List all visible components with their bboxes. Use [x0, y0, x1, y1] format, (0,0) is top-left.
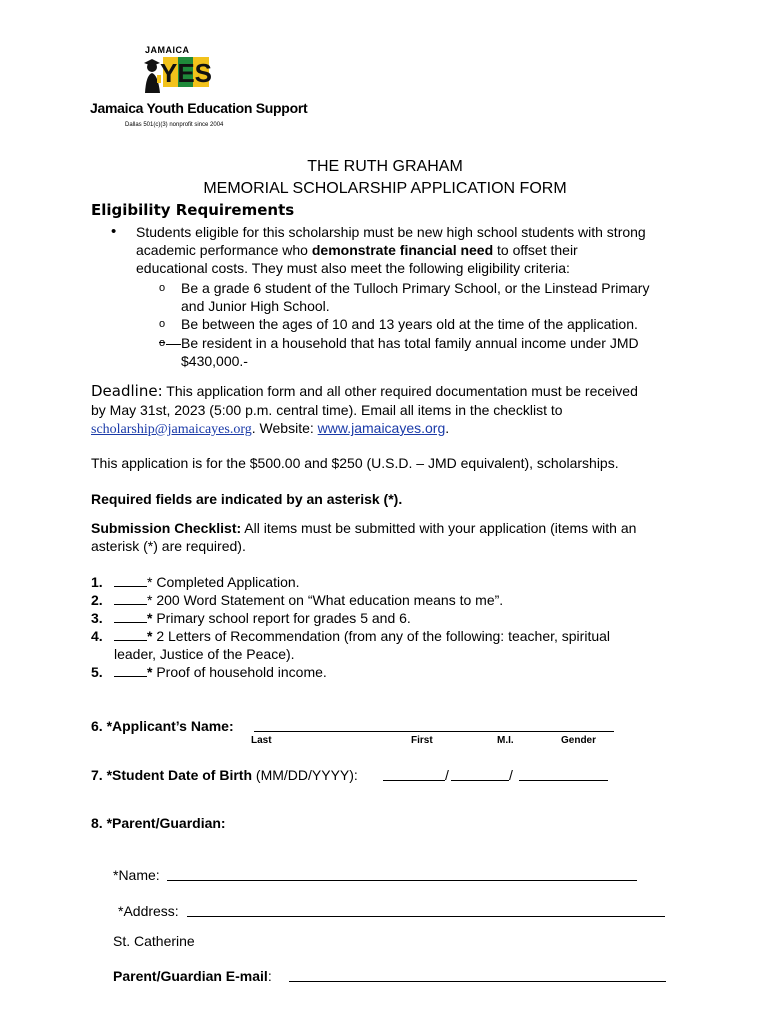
criteria-3b: $430,000.- [181, 353, 248, 369]
dob-slash: / [445, 767, 449, 783]
criteria-3a: Be resident in a household that has total family annual income under JMD [181, 335, 639, 351]
asterisk: * [147, 592, 153, 608]
bullet-icon: • [111, 223, 117, 240]
eligibility-intro-2 [136, 242, 578, 258]
deadline-line-2: by May 31st, 2023 (5:00 p.m. central time). Email all items in the checklist to [91, 402, 563, 418]
deadline-end: . [445, 420, 450, 436]
checklist-item [91, 664, 327, 680]
financial-need-emphasis: demonstrate financial need [311, 242, 494, 258]
item-text: 2 Letters of Recommendation (from any of the following: teacher, spiritual [152, 628, 611, 644]
item-text: Completed Application. [152, 574, 300, 590]
deadline-line-1 [91, 382, 638, 400]
dash-mark [166, 344, 181, 345]
parent-email-field[interactable] [289, 968, 666, 982]
logo-subline: Dallas 501(c)(3) nonprofit since 2004 [125, 122, 224, 128]
asterisk: * [147, 610, 153, 626]
title-line-1: THE RUTH GRAHAM [307, 158, 463, 175]
asterisk: * [147, 664, 153, 680]
dob-label-bold: 7. *Student Date of Birth [91, 767, 253, 783]
item-number: 3. [91, 610, 103, 626]
item-text: Primary school report for grades 5 and 6. [152, 610, 411, 626]
dob-slash: / [509, 767, 513, 783]
website-label: . Website: [251, 420, 318, 436]
sub-bullet-icon: o [159, 337, 166, 349]
item-number: 4. [91, 628, 103, 644]
title-line-2: MEMORIAL SCHOLARSHIP APPLICATION FORM [203, 180, 567, 197]
sub-label-last: Last [251, 735, 272, 746]
application-note: This application is for the $500.00 and $250 (U.S.D. – JMD equivalent), scholarships. [91, 455, 619, 471]
item-number: 2. [91, 592, 103, 608]
parent-email-label [113, 968, 272, 984]
sub-bullet-icon: o [159, 282, 166, 294]
parent-address-value: St. Catherine [113, 933, 195, 949]
yes-letters-icon [159, 57, 213, 88]
logo-top-text: JAMAICA [145, 45, 190, 55]
checklist-intro-2: asterisk (*) are required). [91, 538, 246, 554]
criteria-2: Be between the ages of 10 and 13 years old at the time of the application. [181, 316, 638, 332]
checklist-item-continued: leader, Justice of the Peace). [114, 646, 295, 662]
item-text: Proof of household income. [152, 664, 327, 680]
checklist-item [91, 610, 411, 626]
website-link[interactable]: www.jamaicayes.org [317, 420, 446, 436]
dob-month-field[interactable] [383, 767, 445, 781]
sub-label-mi: M.I. [497, 735, 514, 746]
eligibility-intro-3: educational costs. They must also meet the following eligibility criteria: [136, 260, 570, 276]
logo-brand [159, 57, 213, 88]
scholarship-email-link[interactable]: scholarship@jamaicayes.org [91, 422, 252, 437]
checklist-intro-text: All items must be submitted with your application (items with an [241, 520, 637, 536]
check-blank[interactable] [114, 628, 147, 641]
logo-org-name: Jamaica Youth Education Support [90, 100, 308, 116]
logo-brand-text: YES [159, 58, 213, 88]
check-blank[interactable] [114, 664, 147, 677]
parent-address-field[interactable] [187, 903, 665, 917]
checklist-intro-1 [91, 520, 636, 536]
criteria-1b: and Junior High School. [181, 298, 330, 314]
criteria-1a: Be a grade 6 student of the Tulloch Primary School, or the Linstead Primary [181, 280, 650, 296]
checklist-item [91, 628, 610, 644]
applicant-name-label: 6. *Applicant’s Name: [91, 718, 234, 734]
sub-bullet-icon: o [159, 318, 166, 330]
logo [90, 45, 308, 140]
deadline-line-3 [91, 420, 449, 438]
deadline-text-1: This application form and all other required documentation must be received [162, 383, 638, 399]
parent-name-field[interactable] [167, 867, 637, 881]
applicant-name-field[interactable] [254, 718, 614, 732]
checklist-item [91, 592, 503, 608]
parent-address-label: *Address: [118, 903, 179, 919]
dob-label-format: (MM/DD/YYYY): [252, 767, 358, 783]
colon: : [267, 968, 272, 984]
parent-email-label-text: Parent/Guardian E-mail [113, 968, 268, 984]
eligibility-heading: Eligibility Requirements [91, 201, 295, 219]
eligibility-intro-1: Students eligible for this scholarship must be new high school students with strong [136, 224, 646, 240]
parent-name-label: *Name: [113, 867, 160, 883]
sub-label-gender: Gender [561, 735, 597, 746]
item-number: 1. [91, 574, 103, 590]
item-number: 5. [91, 664, 103, 680]
intro-2c: to offset their [493, 242, 578, 258]
dob-label [91, 767, 358, 783]
parent-heading: 8. *Parent/Guardian: [91, 815, 226, 831]
required-note: Required fields are indicated by an asterisk (*). [91, 491, 403, 507]
asterisk: * [147, 574, 153, 590]
asterisk: * [147, 628, 153, 644]
sub-label-first: First [411, 735, 433, 746]
deadline-label: Deadline: [91, 382, 163, 400]
check-blank[interactable] [114, 610, 147, 623]
dob-year-field[interactable] [519, 767, 608, 781]
intro-2a: academic performance who [136, 242, 312, 258]
checklist-label: Submission Checklist: [91, 520, 242, 536]
item-text: 200 Word Statement on “What education means to me”. [152, 592, 504, 608]
check-blank[interactable] [114, 592, 147, 605]
checklist-item [91, 574, 300, 590]
check-blank[interactable] [114, 574, 147, 587]
dob-day-field[interactable] [451, 767, 509, 781]
